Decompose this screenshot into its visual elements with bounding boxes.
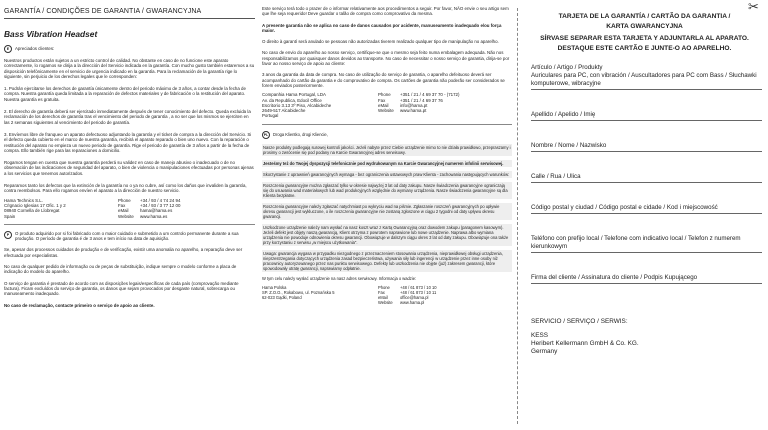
article-value: Auriculares para PC, con vibración / Auscultadores para PC com Bass / Słuchawki komputerowe, wibracyjne	[531, 72, 757, 87]
service-address	[531, 332, 762, 356]
contact-label: Fax	[378, 289, 385, 295]
paragraph-pl-bold: Jesteśmy też do Twojej dyspozycji telefonicznie pod wydrukowanym na Karcie Gwarancyjnej numerem infolinii serwisowej.	[262, 160, 512, 167]
address-line: Companhia Hama Portugal, LDA	[262, 92, 326, 98]
contact-label: eMail	[378, 102, 389, 108]
paragraph-pl-4: Roszczenia gwarancyjne należy zgłaszać natychmiast po wykryciu wad na piśmie. Zgłaszanie roszczeń gwarancyjnych po upływie okresu gwarancji jest wykluczone, o ile roszczenia gwarancyjne nie zostaną zgłoszone w ciągu 2 tygodni od daty upływu okresu gwarancji.	[262, 203, 512, 220]
language-badge-es: E	[4, 45, 12, 53]
contact-value: info@hama.pt	[400, 102, 428, 108]
paragraph-pt-4: O serviço de garantia é prestado de acordo com as disposições legais/específicas de cada país (comprovação mediante factura). Ficam excluídos do serviço de garantia, os danos que sejam provocados por desgaste natural, sobrecarga ou manuseamento inadequado.	[4, 280, 239, 297]
paragraph-pt-9: No caso de envio do aparelho ao nosso serviço, certifique-se que o mesmo seja feito numa embalagem adequada. Não nos responsabilizamos por quaisquer danos devidos ao transporte. No caso de necessitar o nosso serviço de garantia, dirija-se por favor ao nosso serviço de apoio ao cliente:	[262, 50, 510, 67]
paragraph-pl-2: Skorzystanie z uprawnień gwarancyjnych wymaga - bez ograniczenia ustawowych praw Klienta - zachowania następujących warunków:	[262, 171, 512, 178]
paragraph-pt-1: O produto adquirido por si foi fabricado com o maior cuidado e submetido a um controlo permanente durante a sua produção. O período de garantia é de 3 anos e tem início na data de aquisição.	[15, 230, 239, 242]
paragraph-pt-7: A presente garantia não se aplica no caso de danos causados por acidente, manuseamento inadequado e/ou força maior.	[262, 22, 502, 33]
warranty-column-pt-pl	[262, 0, 512, 430]
portuguese-section-label	[4, 231, 255, 242]
contact-value: +34 / 93 / 4 74 24 94	[140, 197, 181, 203]
contact-label: Website	[118, 213, 134, 219]
contact-value: +351 / 21 / 4 69 37 70 - (7172)	[400, 92, 460, 98]
address-pl	[262, 285, 512, 305]
paragraph-pl-6: Uwaga: gwarancja wygasa w przypadku niezgodnego z przeznaczeniem stosowania urządzenia, nieprawidłowej obsługi urządzenia, nieprzestrzegania dotyczących urządzenia zasad bezpieczeństwa, używania siły lub ingerencji w urządzenie przez inne osoby niż pracownicy autoryzowanego przez nas punktu serwisowego. Defekty lub uszkodzenia nie objęte (już) zakresem gwarancji, które spowodowały utratę gwarancji, naprawiamy odpłatnie.	[262, 250, 512, 272]
contact-label: Website	[378, 299, 393, 305]
article-label: Artículo / Artigo / Produkty	[531, 64, 603, 71]
first-name-field[interactable]: Nombre / Nome / Nazwisko	[531, 142, 762, 152]
language-badge-pl: PL	[263, 132, 269, 137]
card-instruction-pt: DESTAQUE ESTE CARTÃO E JUNTE-O AO APARELHO.	[557, 44, 732, 52]
contact-value: office@hama.pl	[400, 294, 429, 300]
warranty-column-es	[0, 0, 255, 430]
address-line: 2649-517 Alcabideche	[262, 108, 306, 114]
street-field[interactable]: Calle / Rua / Ulica	[531, 173, 762, 183]
paragraph-pl-5: Uszkodzone urządzenie należy nam wysłać na nasz koszt wraz z Kartą Gwarancyjną oraz dowodem zakupu (paragonem kasowym). Jeżeli defekt jest objęty naszą gwarancją, Klient otrzyma z powrotem naprawione lub nowe urządzenie. Naprawa albo wymiana urządzenia nie powoduje odnowienia okresu gwarancji. Obowiązuje w dalszym ciągu okres 3 lat od daty zakupu. Obowiązuje ona także przy korzystaniu z serwisu „w miejscu użytkowania".	[262, 224, 512, 246]
service-line: KESS	[531, 332, 549, 339]
paragraph-pl-3: Roszczenia gwarancyjne można zgłaszać tylko w okresie najwyżej 3 lat od daty zakupu. Nasze świadczenia gwarancyjne ograniczają się do usuwania wad materiałowych lub wad produkcyjnych względnie do wymiany urządzenia. Nasze świadczenia gwarancyjne są dla Klienta bezpłatne.	[262, 182, 512, 199]
card-title-line-1: TARJETA DE LA GARANTÍA / CARTÃO DA GARANTIA /	[558, 13, 731, 20]
contact-label: Phone	[118, 197, 131, 203]
section-divider	[4, 224, 255, 225]
contact-value: +48 / 61 873 / 10 10	[400, 284, 437, 290]
warranty-card	[521, 0, 768, 430]
contact-value: +34 / 93 / 3 77 12 00	[140, 202, 181, 208]
address-line: Portugal	[262, 113, 279, 119]
paragraph-es-intro: Nuestros productos están sujetos a un estricto control de calidad. No obstante en caso de no funcione este aparato correctamente, lo rogamos se dirija a la dirección del Servicio indicada en la garantía. Con mucho gusto también estaremos a su disposición telefónicamente en el servicio de urgencia indicado en la garantía. Para la reclamación de la garantía rige lo siguiente, sin perjuicio de los derechos legales que le corresponden:	[4, 58, 255, 79]
address-line: SP. Z.O.O., Rokabowo, ul. Poznańska 5	[262, 289, 335, 295]
contact-label: eMail	[378, 294, 388, 300]
contact-value: www.hama.pt	[400, 108, 427, 114]
cut-line	[517, 8, 518, 424]
contact-label: Fax	[378, 97, 386, 103]
paragraph-pt-10: 3 anos da garantia da data de compra. No caso de utilização do serviço de garantia, o aparelho defeituoso deverá ser acompanhado do cartão da garantia e do comprovativo de compra. Os cartões de garantia não poderão ser considerados se forem enviados posteriormente.	[262, 72, 505, 88]
address-pt	[262, 92, 512, 118]
signature-field[interactable]: Firma del cliente / Assinatura do cliente / Podpis Kupującego	[531, 274, 762, 284]
scissors-icon: ✂	[748, 0, 759, 14]
service-label: SERVICIO / SERVIÇO / SERWIS:	[531, 318, 628, 325]
greeting-pl: Droga Klientko, drogi Kliencie,	[273, 132, 328, 138]
paragraph-es-3: 3. Envíemos libre de franqueo un aparato defectuoso adjuntando la garantía y el ticket de compra a la dirección del Servicio. Si el defecto queda cubierto en el marco de nuestra garantía, recibirá el aparato reparado o bien uno nuevo. Con la reparación o restitución del aparato no empieza un nuevo periodo de garantía. Rige el periodo de garantía de 3 años a partir de la fecha de compra. Ello también rige para las reparaciones a domicilio.	[4, 131, 252, 153]
paragraph-pt-3: No caso de qualquer pedido de informação ou de peças de substituição, indique sempre o modelo conforme a placa de indicação do modelo do aparelho.	[4, 264, 237, 275]
paragraph-pt-2: Se, apesar dos processos cuidados de produção e de verificação, existir uma anomalia no aparelho, a reparação deve ser efectuada por especialistas.	[4, 247, 243, 258]
section-divider	[262, 124, 512, 125]
article-field[interactable]	[531, 64, 762, 90]
card-instruction-es: SÍRVASE SEPARAR ESTA TARJETA Y ADJUNTARLA AL APARATO.	[540, 35, 749, 42]
paragraph-es-2: 2. El derecho de garantía deberá ser ejercitado inmediatamente después de tener conocimiento del defecto. Queda excluida la reclamación de los derechos de garantía tras el vencimiento del periodo de garantía , a no ser que los mismos se ejerciten en las 2 semanas siguientes al vencimiento del periodo de garantía.	[4, 109, 251, 125]
surname-field[interactable]: Apellido / Apelido / Imię	[531, 111, 762, 121]
contact-label: Fax	[118, 202, 126, 208]
address-line: C/Ignacio Iglesias 17 Ofic. 1 y 2	[4, 202, 66, 208]
paragraph-es-4: Rogamos tengan en cuenta que nuestra garantía perderá su validez en caso de manejo abusivo o inadecuado o de no observación de las indicaciones de seguridad del aparato, o bien de violencia o manipulaciones efectuadas por personas ajenas a los servicios que tenemos autorizados.	[4, 160, 254, 176]
address-line: Hama Polska	[262, 284, 287, 290]
contact-label: Website	[378, 108, 394, 114]
paragraph-pl-1: Nasze produkty podlegają surowej kontroli jakości. Jeżeli nabyte przez Ciebie urządzenie mimo to nie działa prawidłowo, przepraszamy i prosimy o zwrócenie się pod podany na Karcie Gwarancyjnej adres serwisowy.	[263, 144, 511, 155]
card-title-line-2: KARTA GWARANCYJNA	[606, 23, 683, 30]
language-badge-pt: P	[4, 231, 12, 239]
contact-value: +48 / 61 873 / 10 11	[400, 289, 437, 295]
contact-value: +351 / 21 / 4 69 37 76	[400, 97, 443, 103]
greeting-es: Apreciados clientes:	[15, 46, 55, 52]
header-rule	[4, 18, 255, 19]
paragraph-pt-5: No caso de reclamação, contacte primeiro o serviço de apoio ao cliente.	[4, 302, 155, 308]
warranty-header: GARANTÍA / CONDIÇÕES DE GARANTIA / GWARANCYJNA	[4, 8, 202, 15]
address-line: Spain	[4, 213, 16, 219]
card-title	[525, 12, 764, 32]
product-title: Bass Vibration Headset	[4, 29, 98, 39]
phone-field[interactable]: Teléfono con prefijo local / Telefone com indicativo local / Telefon z numerem kierunkowym	[531, 235, 762, 253]
contact-label: eMail	[118, 208, 129, 214]
address-line: 08940 Cornella de Llobregat	[4, 208, 60, 214]
address-es	[4, 198, 255, 219]
paragraph-pl-7: W tym celu należy wysłać urządzenie na nasz adres serwisowy. Informacja o wadzie:	[262, 275, 417, 281]
paragraph-pt-6: Este serviço terá todo o prazer de o informar relativamente aos procedimentos a seguir. Por favor, NÃO envie o seu artigo sem que lhe seja requerido! Deve guardar o talão de compra como comprovativo da mesma.	[262, 6, 509, 17]
address-line: Hama Technics S.L.	[4, 197, 43, 203]
address-line: 62-023 Gądki, Poland	[262, 294, 302, 300]
paragraph-es-1: 1. Podrán ejercitarse los derechos de garantía únicamente dentro del periodo máximo de 3 años, a contar desde la fecha de compra. Nuestra garantía queda limitada a la reparación de defectos materiales y de fabricación o la restitución del aparato. Nuestra garantía es gratuita.	[4, 86, 246, 102]
address-line: Escritorio 3.13 3º Piso, Alcabideche	[262, 102, 332, 108]
address-line: Av. da Republica, Edocil Office	[262, 97, 322, 103]
contact-value: hama@hama.es	[140, 208, 173, 214]
contact-value: www.hama.es	[140, 213, 168, 219]
postal-city-field[interactable]: Código postal y ciudad / Código postal e cidade / Kod i miejscowość	[531, 204, 762, 214]
paragraph-es-5: Reparamos tanto los defectos que la extinción de la garantía no o ya no cubre, así como los daños que invaliden la garantía, contra reembolsos. Para ello rogamos envíen el aparato a la dirección de nuestro servicio.	[4, 183, 247, 194]
contact-label: Phone	[378, 92, 391, 98]
service-line: Heribert Kellermann GmbH & Co. KG.	[531, 340, 639, 347]
contact-value: www.hama.pl	[400, 299, 425, 305]
service-line: Germany	[531, 348, 558, 355]
contact-label: Phone	[378, 284, 390, 290]
paragraph-pt-8: O direito à garantí será anulado se pessoas não autorizadas tiverem realizado qualquer tipo de manipulação no aparelho.	[262, 39, 499, 45]
card-instruction	[525, 34, 764, 53]
spanish-section-label	[4, 45, 255, 53]
polish-section-label	[262, 131, 512, 139]
